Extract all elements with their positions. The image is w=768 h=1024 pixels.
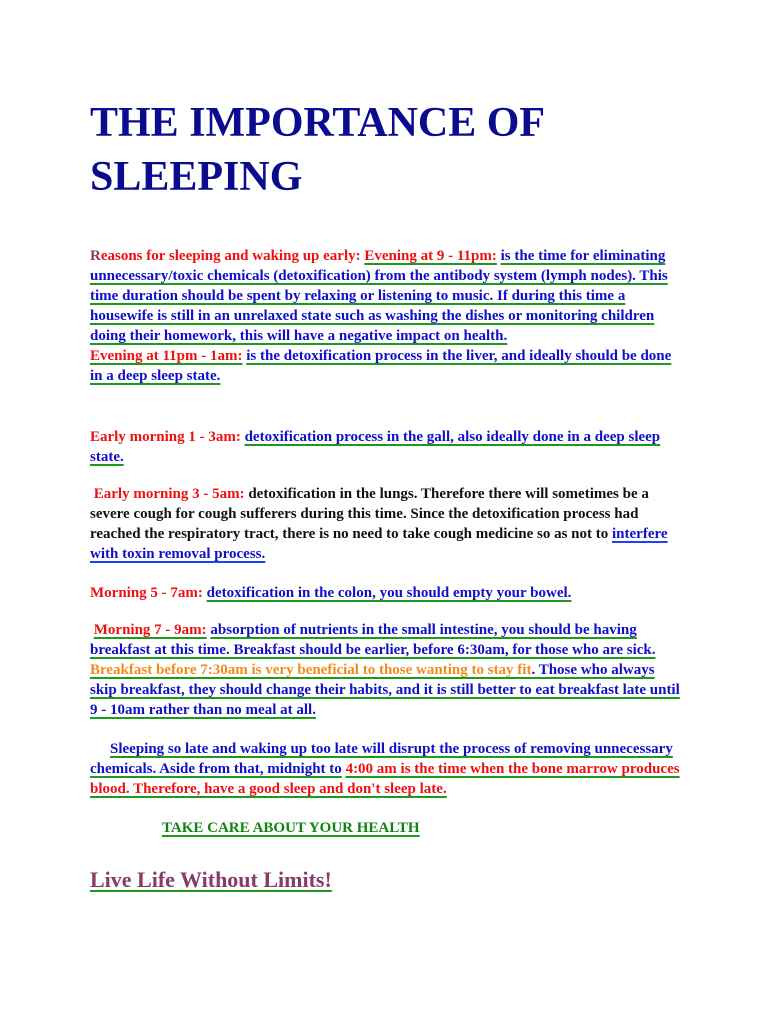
take-care-heading: TAKE CARE ABOUT YOUR HEALTH — [162, 820, 420, 836]
time-evening-9-11: Evening at 9 - 11pm: — [364, 248, 497, 264]
tagline: Live Life Without Limits! — [90, 867, 332, 892]
text-evening-11-1: is the detoxification process in the liver, and ideally should be done in a deep sleep state. — [90, 348, 672, 384]
morning-7-9-paragraph — [90, 620, 682, 720]
text-bone-marrow: 4:00 am is the time when the bone marrow produces blood. Therefore, have a good sleep and don't sleep late. — [90, 761, 680, 797]
text-sleeping-late: Sleeping so late and waking up too late will disrupt the process of removing unnecessary chemicals. Aside from that, midnight to — [90, 741, 673, 777]
text-early-1-3: detoxification process in the gall, also ideally done in a deep sleep state. — [90, 429, 661, 465]
time-morning-5-7: Morning 5 - 7am: — [90, 585, 203, 601]
intro-paragraph — [90, 246, 682, 386]
closing-paragraph — [90, 739, 682, 799]
text-evening-9-11: is the time for eliminating unnecessary/toxic chemicals (detoxification) from the antibody system (lymph nodes). This time duration should be spent by relaxing or listening to music. If during this time a housewife is still in an unrelaxed state such as washing the dishes or monitoring children doing their homework, this will have a negative impact on health. — [90, 248, 668, 344]
early-morning-1-3-paragraph — [90, 427, 682, 467]
text-skip-breakfast: . Those who always skip breakfast, they should change their habits, and it is still better to eat breakfast late until 9 - 10am rather than no meal at all. — [90, 662, 680, 718]
text-morning-7-9: absorption of nutrients in the small intestine, you should be having breakfast at this time. Breakfast should be earlier, before 6:30am, for those who are sick. — [90, 622, 656, 658]
highlight-breakfast-fit: Breakfast before 7:30am is very beneficial to those wanting to stay fit — [90, 662, 532, 678]
intro-label-first-letter: R — [90, 248, 101, 264]
morning-5-7-paragraph — [90, 583, 682, 603]
link-interfere-toxin[interactable]: interfere with toxin removal process. — [90, 526, 668, 562]
time-morning-7-9: Morning 7 - 9am: — [93, 622, 207, 638]
time-early-1-3: Early morning 1 - 3am: — [90, 429, 241, 445]
time-evening-11-1: Evening at 11pm - 1am: — [90, 348, 243, 364]
page-title: THE IMPORTANCE OF SLEEPING — [90, 100, 544, 200]
time-early-3-5: Early morning 3 - 5am: — [93, 486, 245, 502]
text-early-3-5: detoxification in the lungs. Therefore there will sometimes be a severe cough for cough sufferers during this time. Since the detoxification process had reached the respiratory tract, there is no need to take cough medicine so as not to — [90, 486, 649, 542]
intro-label: easons for sleeping and waking up early: — [100, 248, 361, 264]
early-morning-3-5-paragraph — [90, 484, 682, 564]
text-morning-5-7: detoxification in the colon, you should empty your bowel. — [206, 585, 572, 601]
